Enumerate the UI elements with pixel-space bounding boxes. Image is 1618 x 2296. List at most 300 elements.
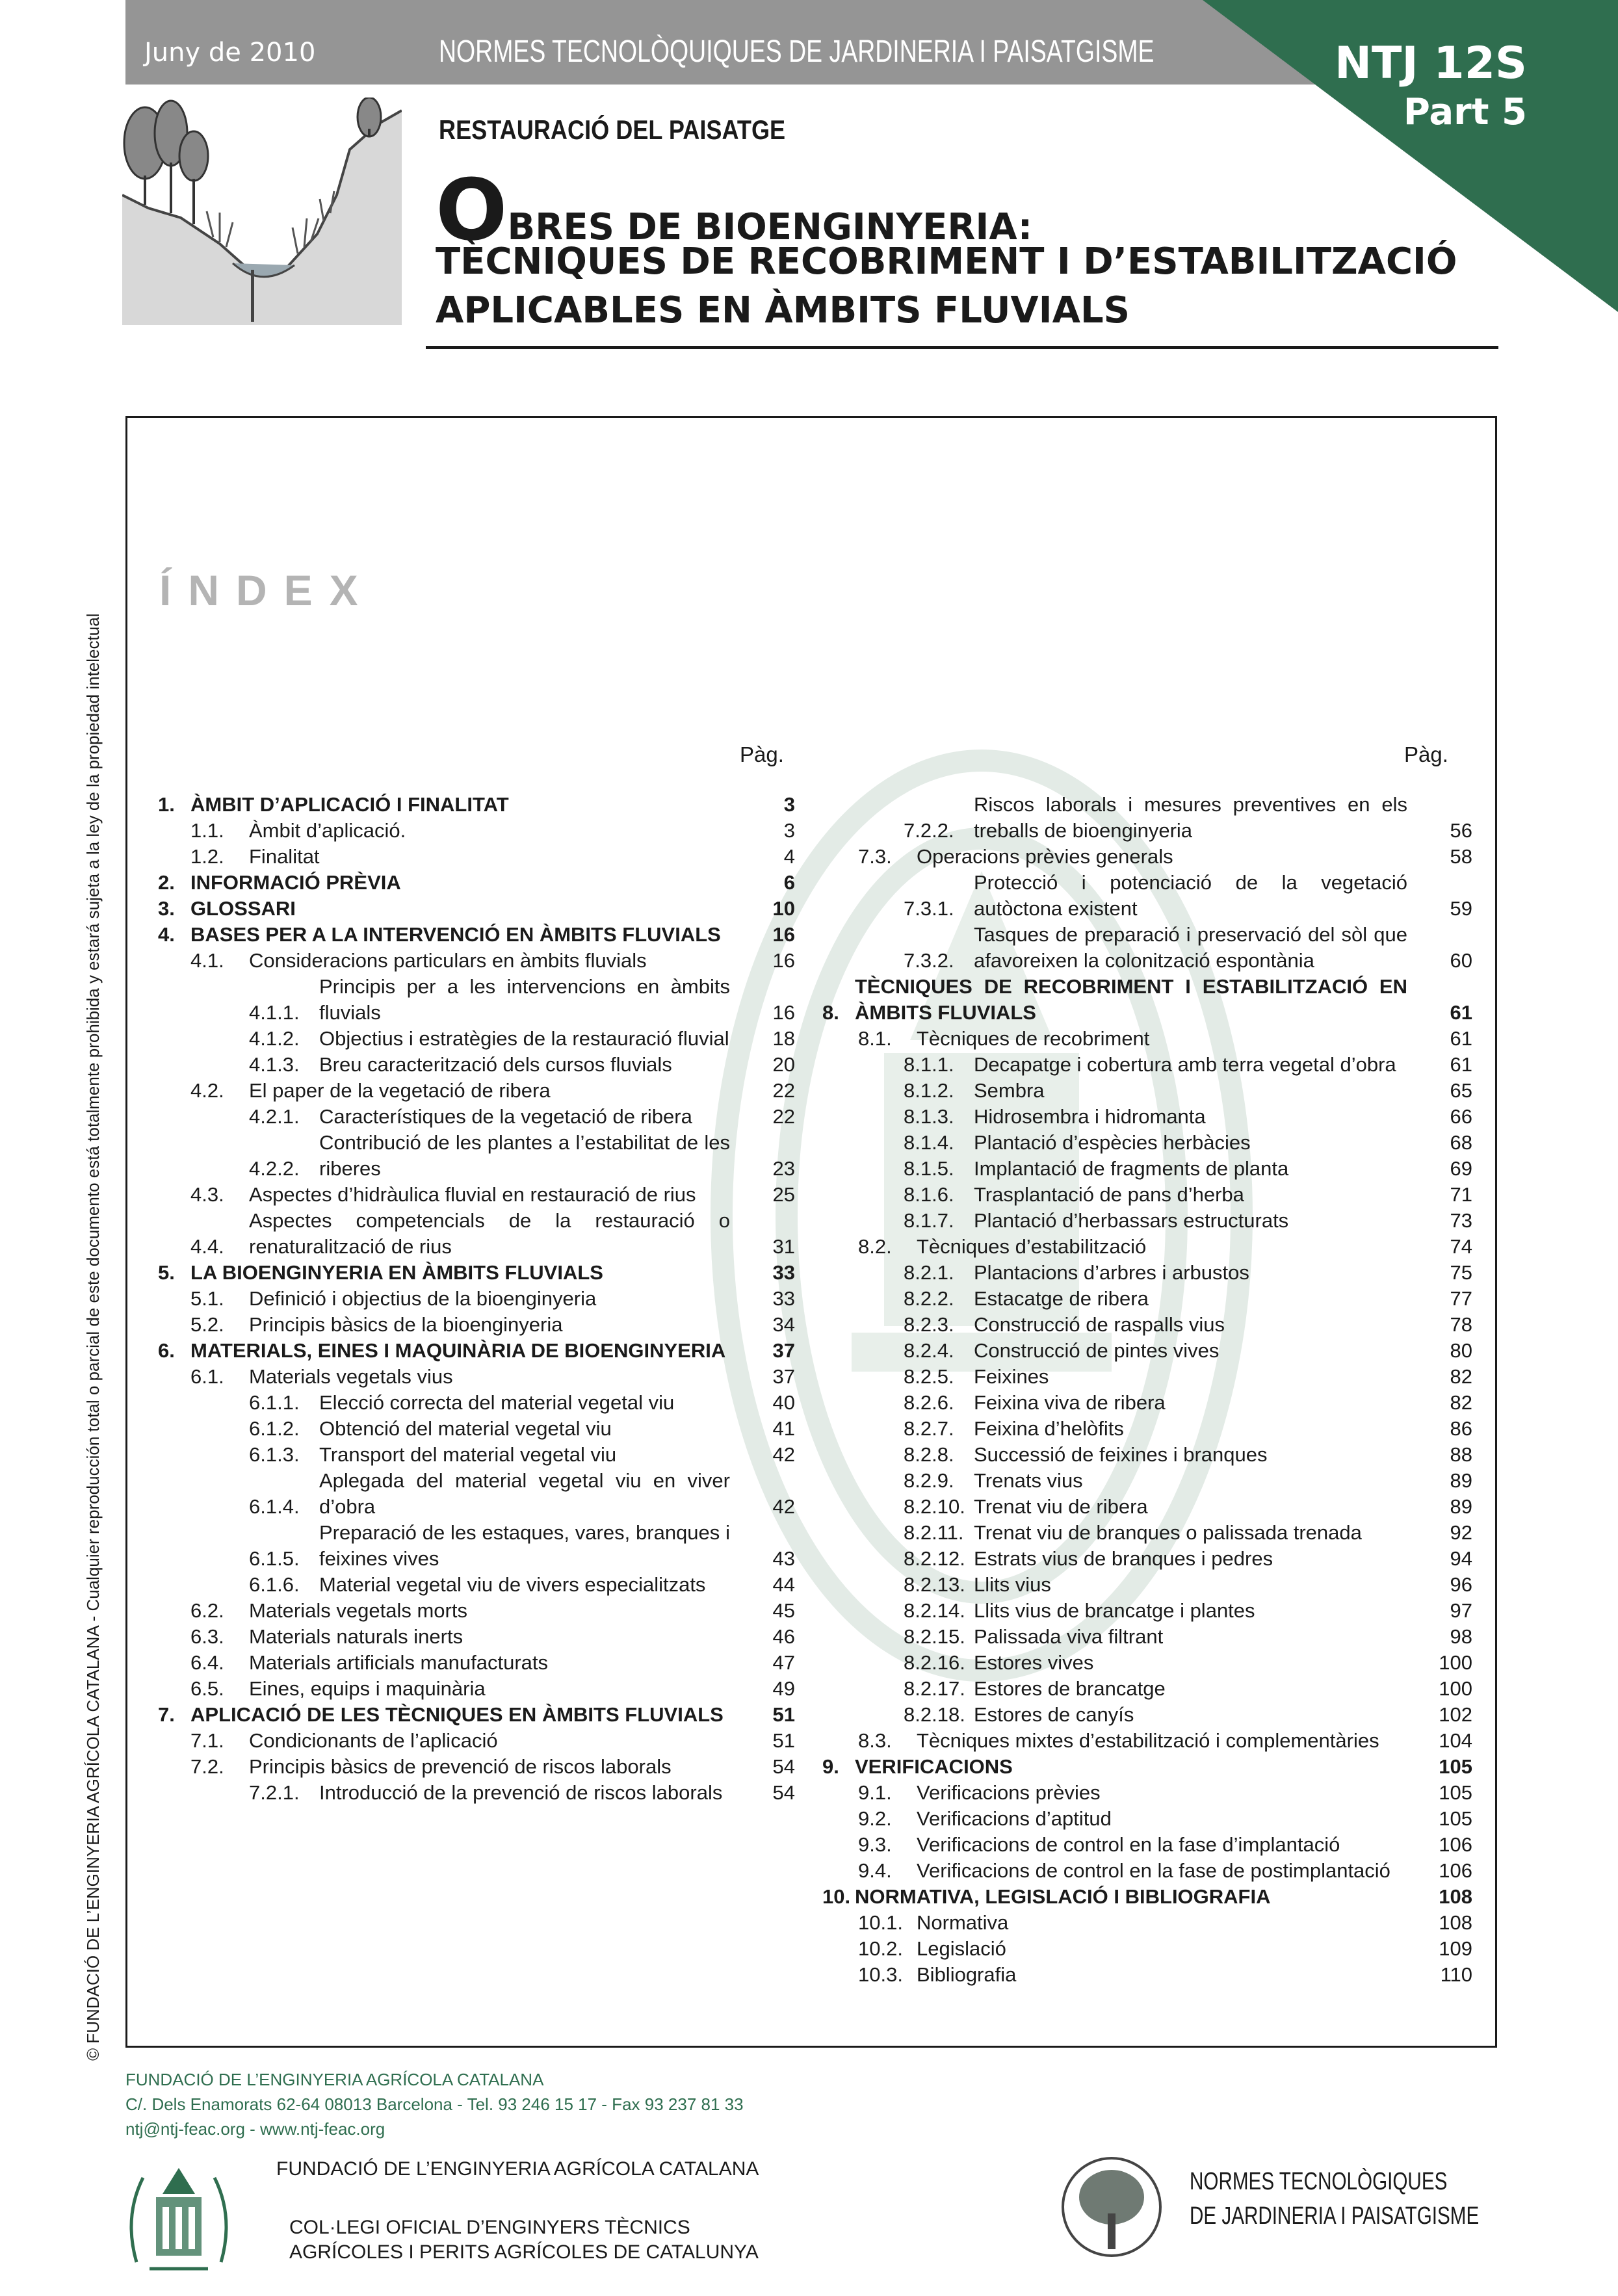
toc-entry-title: Hidrosembra i hidromanta [974,1105,1206,1128]
toc-entry-number: 8.3. [858,1729,892,1752]
toc-entry[interactable] [158,896,795,922]
toc-entry-title: Breu caracterització dels cursos fluvials [319,1053,672,1076]
toc-entry-page: 66 [1450,1105,1472,1128]
toc-entry-number: 6.5. [190,1677,224,1700]
toc-entry-number: 6.1.4. [249,1495,300,1518]
toc-entry-title: Condicionants de l’aplicació [249,1729,498,1752]
toc-entry[interactable] [158,1130,795,1182]
toc-entry-page: 10 [772,897,795,920]
toc-entry-title: Estrats vius de branques i pedres [974,1547,1273,1570]
toc-entry-number: 8. [822,1001,839,1024]
toc-entry[interactable] [822,1832,1472,1858]
toc-entry-number: 2. [158,871,175,894]
toc-entry[interactable] [158,1390,795,1416]
toc-entry-title: NORMATIVA, LEGISLACIÓ I BIBLIOGRAFIA [855,1885,1271,1908]
toc-entry[interactable] [822,1130,1472,1156]
seal-logo [124,2158,234,2275]
toc-entry-page: 51 [772,1729,795,1752]
toc-entry-title: ÀMBIT D’APLICACIÓ I FINALITAT [190,793,509,816]
toc-entry-number: 6.2. [190,1599,224,1622]
toc-entry-page: 42 [772,1495,795,1518]
toc-entry[interactable] [158,1208,795,1260]
toc-entry-title: Tècniques mixtes d’estabilització i complementàries [917,1729,1379,1752]
toc-entry-page: 100 [1439,1677,1472,1700]
toc-entry[interactable] [822,1520,1472,1546]
toc-entry-title: Tècniques de recobriment [917,1027,1150,1050]
toc-entry-number: 4.1. [190,949,224,972]
toc-entry-title: Característiques de la vegetació de ribera [319,1105,692,1128]
toc-entry-number: 7.3.2. [904,949,954,972]
toc-entry[interactable] [822,1572,1472,1598]
toc-entry[interactable] [158,818,795,844]
toc-entry-number: 7.2.1. [249,1781,300,1804]
toc-entry-page: 110 [1440,1963,1472,1986]
toc-entry-page: 40 [772,1391,795,1414]
toc-entry-page: 23 [772,1157,795,1180]
toc-entry[interactable] [822,1468,1472,1494]
toc-entry-number: 10.1. [858,1911,903,1934]
toc-entry-title: Àmbit d’aplicació. [249,819,406,842]
toc-entry-title: Plantacions d’arbres i arbustos [974,1261,1249,1284]
toc-entry[interactable] [822,1208,1472,1234]
toc-entry-page: 108 [1439,1911,1472,1934]
toc-left-column [158,792,795,1806]
toc-entry-number: 8.1.6. [904,1183,954,1206]
copyright-note: © FUNDACIÓ DE L’ENGINYERIA AGRÍCOLA CATALANA - Cualquier reproducción total o parcial de este documento está totalmente prohibida y estará sujeta a la ley de la propiedad intelectual [83,613,103,2061]
toc-entry[interactable] [822,1780,1472,1806]
toc-entry-number: 7. [158,1703,175,1726]
toc-entry-number: 1. [158,793,175,816]
toc-entry-number: 4.1.2. [249,1027,300,1050]
toc-entry-page: 88 [1450,1443,1472,1466]
toc-entry-page: 44 [772,1573,795,1596]
toc-entry-page: 106 [1439,1859,1472,1882]
toc-entry-title: Verificacions de control en la fase de postimplantació [917,1859,1390,1882]
publication-date: Juny de 2010 [144,38,316,68]
toc-entry-number: 9.2. [858,1807,892,1830]
toc-entry-title: Materials naturals inerts [249,1625,463,1648]
toc-entry-page: 31 [772,1235,795,1258]
toc-entry-title: Aspectes d’hidràulica fluvial en restauració de rius [249,1183,696,1206]
toc-entry-page: 3 [783,819,795,842]
toc-entry-page: 46 [772,1625,795,1648]
toc-entry-number: 8.2.5. [904,1365,954,1388]
toc-entry[interactable] [158,844,795,870]
toc-entry[interactable] [158,1702,795,1728]
toc-entry-number: 1.1. [190,819,224,842]
toc-entry-title: Decapatge i cobertura amb terra vegetal d’obra [974,1053,1396,1076]
toc-entry-page: 65 [1450,1079,1472,1102]
toc-entry-number: 6.1.1. [249,1391,300,1414]
toc-entry-number: 4.4. [190,1235,224,1258]
toc-entry[interactable] [822,1598,1472,1624]
toc-entry-title: Trasplantació de pans d’herba [974,1183,1244,1206]
toc-entry[interactable] [158,1312,795,1338]
toc-entry-title: Tècniques d’estabilització [917,1235,1147,1258]
toc-entry[interactable] [822,1910,1472,1936]
toc-entry-page: 74 [1450,1235,1472,1258]
toc-entry-number: 7.2. [190,1755,224,1778]
toc-entry-title: Obtenció del material vegetal viu [319,1417,612,1440]
toc-entry-title: Principis bàsics de la bioenginyeria [249,1313,563,1336]
toc-entry-page: 49 [772,1677,795,1700]
toc-entry[interactable] [158,948,795,974]
toc-entry[interactable] [822,1442,1472,1468]
toc-entry[interactable] [822,1390,1472,1416]
toc-entry-page: 68 [1450,1131,1472,1154]
title-line-2: TÈCNIQUES DE RECOBRIMENT I D’ESTABILITZACIÓ [436,241,1457,283]
toc-entry-page: 89 [1450,1495,1472,1518]
toc-entry-number: 5. [158,1261,175,1284]
toc-entry-page: 109 [1439,1937,1472,1960]
toc-entry-title: Eines, equips i maquinària [249,1677,486,1700]
toc-entry-number: 8.2.17. [904,1677,965,1700]
toc-entry-title: Successió de feixines i branques [974,1443,1268,1466]
toc-entry[interactable] [822,1624,1472,1650]
title-initial: O [436,161,508,259]
toc-entry-page: 108 [1439,1885,1472,1908]
toc-entry-page: 34 [772,1313,795,1336]
toc-entry-title: Feixina d’helòfits [974,1417,1124,1440]
toc-entry-title: Trenats vius [974,1469,1083,1492]
toc-entry-title: APLICACIÓ DE LES TÈCNIQUES EN ÀMBITS FLUVIALS [190,1703,724,1726]
toc-entry[interactable] [822,1416,1472,1442]
toc-entry-title: Transport del material vegetal viu [319,1443,617,1466]
document-part: Part 5 [1403,91,1527,133]
toc-entry[interactable] [158,922,795,948]
toc-entry-title: MATERIALS, EINES I MAQUINÀRIA DE BIOENGINYERIA [190,1339,726,1362]
footer-college-line-2: AGRÍCOLES I PERITS AGRÍCOLES DE CATALUNYA [289,2241,759,2263]
series-title: NORMES TECNOLÒQUIQUES DE JARDINERIA I PAISATGISME [439,34,1155,69]
toc-entry-page: 22 [772,1079,795,1102]
toc-entry-number: 7.1. [190,1729,224,1752]
landscape-illustration [122,98,402,345]
toc-entry-page: 82 [1450,1365,1472,1388]
toc-entry-title: TÈCNIQUES DE RECOBRIMENT I ESTABILITZACIÓ EN ÀMBITS FLUVIALS [855,975,1407,1024]
toc-entry-number: 8.1.4. [904,1131,954,1154]
toc-entry[interactable] [158,1182,795,1208]
toc-entry[interactable] [158,1364,795,1390]
toc-entry-page: 100 [1439,1651,1472,1674]
toc-entry[interactable] [158,1078,795,1104]
toc-entry[interactable] [158,1598,795,1624]
toc-entry[interactable] [158,1624,795,1650]
toc-entry-number: 8.1. [858,1027,892,1050]
toc-entry-page: 106 [1439,1833,1472,1856]
toc-entry-number: 4.2.2. [249,1157,300,1180]
toc-entry-number: 5.2. [190,1313,224,1336]
title-divider [426,346,1498,349]
toc-entry-title: Feixines [974,1365,1049,1388]
toc-entry-number: 1.2. [190,845,224,868]
toc-entry-number: 8.2.10. [904,1495,965,1518]
toc-entry-number: 7.2.2. [904,819,954,842]
toc-entry-page: 105 [1439,1755,1472,1778]
toc-entry-title: Tasques de preparació i preservació del sòl que afavoreixen la colonització espontània [974,923,1407,972]
index-title: ÍNDEX [159,566,375,614]
toc-entry[interactable] [822,1286,1472,1312]
toc-entry[interactable] [158,1052,795,1078]
toc-entry-number: 8.2.3. [904,1313,954,1336]
toc-entry-title: Implantació de fragments de planta [974,1157,1289,1180]
footer-ntj-line-1: NORMES TECNOLÒGIQUES [1190,2168,1448,2195]
toc-entry-title: Legislació [917,1937,1006,1960]
toc-entry-number: 6.4. [190,1651,224,1674]
toc-entry-title: Materials artificials manufacturats [249,1651,548,1674]
toc-entry-title: Trenat viu de ribera [974,1495,1148,1518]
title-line-1 [436,161,1033,259]
toc-entry[interactable] [158,1104,795,1130]
toc-entry-number: 4.3. [190,1183,224,1206]
toc-entry-number: 6.1. [190,1365,224,1388]
toc-entry-number: 6.3. [190,1625,224,1648]
toc-entry-title: Verificacions d’aptitud [917,1807,1112,1830]
toc-entry[interactable] [822,1052,1472,1078]
toc-entry-title: Objectius i estratègies de la restauració fluvial [319,1027,729,1050]
toc-entry-page: 97 [1450,1599,1472,1622]
toc-entry[interactable] [822,1962,1472,1988]
toc-entry[interactable] [158,1260,795,1286]
toc-entry-page: 20 [772,1053,795,1076]
toc-entry[interactable] [158,1754,795,1780]
toc-entry[interactable] [822,922,1472,974]
toc-entry-page: 45 [772,1599,795,1622]
footer-contact-block [125,2067,744,2141]
toc-entry[interactable] [822,1702,1472,1728]
toc-entry-page: 47 [772,1651,795,1674]
toc-entry-page: 33 [772,1261,795,1284]
toc-entry-title: Estores vives [974,1651,1094,1674]
toc-entry-number: 4.2. [190,1079,224,1102]
toc-entry-page: 16 [772,923,795,946]
page-column-label-right: Pàg. [1404,742,1448,766]
toc-entry-number: 10. [822,1885,851,1908]
toc-entry-page: 104 [1439,1729,1472,1752]
toc-entry-number: 9. [822,1755,839,1778]
toc-entry[interactable] [822,870,1472,922]
toc-entry-title: Principis bàsics de prevenció de riscos laborals [249,1755,672,1778]
toc-entry-title: Principis per a les intervencions en àmbits fluvials [319,975,730,1024]
toc-entry-page: 71 [1450,1183,1472,1206]
toc-entry[interactable] [158,1520,795,1572]
toc-entry-number: 8.2.15. [904,1625,965,1648]
toc-entry-title: Preparació de les estaques, vares, branques i feixines vives [319,1521,730,1570]
toc-entry-number: 8.2.16. [904,1651,965,1674]
toc-entry-number: 8.2.13. [904,1573,965,1596]
toc-entry-title: Materials vegetals vius [249,1365,453,1388]
toc-entry-number: 8.2.8. [904,1443,954,1466]
toc-entry[interactable] [822,1156,1472,1182]
title-line-3: APLICABLES EN ÀMBITS FLUVIALS [436,289,1130,332]
toc-entry[interactable] [822,1884,1472,1910]
toc-entry-page: 77 [1450,1287,1472,1310]
toc-entry-page: 22 [772,1105,795,1128]
toc-entry-number: 8.2.1. [904,1261,954,1284]
toc-entry-title: Aplegada del material vegetal viu en viver d’obra [319,1469,730,1518]
toc-entry-page: 37 [772,1365,795,1388]
toc-entry-number: 10.3. [858,1963,903,1986]
toc-entry-page: 102 [1439,1703,1472,1726]
toc-entry-number: 7.3.1. [904,897,954,920]
toc-entry[interactable] [822,1936,1472,1962]
toc-entry-page: 42 [772,1443,795,1466]
toc-entry-page: 98 [1450,1625,1472,1648]
toc-entry[interactable] [822,1234,1472,1260]
toc-entry-page: 43 [772,1547,795,1570]
toc-entry-page: 3 [783,793,795,816]
toc-entry-number: 6.1.6. [249,1573,300,1596]
footer-foundation: FUNDACIÓ DE L’ENGINYERIA AGRÍCOLA CATALANA [276,2158,759,2180]
toc-entry[interactable] [822,1364,1472,1390]
toc-entry-title: Plantació d’herbassars estructurats [974,1209,1289,1232]
toc-entry-title: El paper de la vegetació de ribera [249,1079,551,1102]
toc-entry-page: 58 [1450,845,1472,868]
toc-entry[interactable] [158,870,795,896]
toc-entry-title: Sembra [974,1079,1045,1102]
toc-entry-number: 8.1.1. [904,1053,954,1076]
toc-entry-page: 75 [1450,1261,1472,1284]
toc-entry[interactable] [158,1338,795,1364]
footer-college-line-1: COL·LEGI OFICIAL D’ENGINYERS TÈCNICS [289,2217,690,2238]
toc-entry-page: 54 [772,1755,795,1778]
toc-entry-page: 82 [1450,1391,1472,1414]
toc-entry-number: 8.2.7. [904,1417,954,1440]
toc-entry-page: 69 [1450,1157,1472,1180]
toc-entry[interactable] [158,1572,795,1598]
toc-entry-page: 4 [783,845,795,868]
toc-entry-title: Estores de brancatge [974,1677,1166,1700]
toc-entry-number: 7.3. [858,845,892,868]
toc-entry-page: 61 [1450,1053,1472,1076]
toc-entry-number: 4.1.3. [249,1053,300,1076]
toc-entry[interactable] [822,1338,1472,1364]
toc-entry[interactable] [158,974,795,1026]
tree-logo [1060,2152,1164,2262]
toc-entry-title: Introducció de la prevenció de riscos laborals [319,1781,723,1804]
toc-entry-title: INFORMACIÓ PRÈVIA [190,871,401,894]
toc-entry-page: 61 [1450,1001,1472,1024]
toc-entry[interactable] [822,1260,1472,1286]
toc-entry[interactable] [822,1754,1472,1780]
toc-entry-title: VERIFICACIONS [855,1755,1013,1778]
toc-entry-page: 18 [772,1027,795,1050]
toc-entry-title: Verificacions prèvies [917,1781,1101,1804]
toc-entry-page: 94 [1450,1547,1472,1570]
toc-entry-number: 9.4. [858,1859,892,1882]
toc-entry-number: 6.1.5. [249,1547,300,1570]
toc-entry[interactable] [822,1806,1472,1832]
toc-entry[interactable] [822,844,1472,870]
footer-org-name: FUNDACIÓ DE L’ENGINYERIA AGRÍCOLA CATALANA [125,2070,544,2089]
toc-entry[interactable] [158,1286,795,1312]
toc-entry-page: 96 [1450,1573,1472,1596]
toc-entry[interactable] [158,1026,795,1052]
toc-entry-number: 8.2.9. [904,1469,954,1492]
toc-entry[interactable] [158,1728,795,1754]
footer-web[interactable]: ntj@ntj-feac.org - www.ntj-feac.org [125,2119,385,2139]
toc-entry-title: Estacatge de ribera [974,1287,1149,1310]
toc-entry-title: Operacions prèvies generals [917,845,1173,868]
toc-entry[interactable] [158,1468,795,1520]
toc-entry[interactable] [822,1312,1472,1338]
toc-entry-number: 8.1.2. [904,1079,954,1102]
toc-entry[interactable] [158,1780,795,1806]
toc-entry-number: 3. [158,897,175,920]
toc-entry-page: 86 [1450,1417,1472,1440]
toc-entry[interactable] [158,792,795,818]
toc-entry-number: 8.1.5. [904,1157,954,1180]
toc-entry-title: Bibliografia [917,1963,1017,1986]
toc-entry[interactable] [158,1676,795,1702]
toc-entry[interactable] [822,974,1472,1026]
page-column-label-left: Pàg. [740,742,784,766]
toc-entry-title: Verificacions de control en la fase d’implantació [917,1833,1340,1856]
toc-entry[interactable] [822,1650,1472,1676]
toc-entry-page: 25 [772,1183,795,1206]
toc-entry-page: 92 [1450,1521,1472,1544]
toc-entry[interactable] [158,1442,795,1468]
toc-entry-title: Feixina viva de ribera [974,1391,1166,1414]
toc-entry[interactable] [822,1078,1472,1104]
toc-entry[interactable] [822,1546,1472,1572]
toc-entry-number: 8.2.4. [904,1339,954,1362]
toc-entry[interactable] [822,1858,1472,1884]
document-code: NTJ 12S [1335,38,1527,89]
toc-entry-number: 8.2.11. [904,1521,964,1544]
toc-entry-page: 80 [1450,1339,1472,1362]
toc-entry-title: Elecció correcta del material vegetal viu [319,1391,675,1414]
toc-entry-title: Trenat viu de branques o palissada trenada [974,1521,1362,1544]
toc-entry-number: 5.1. [190,1287,224,1310]
toc-entry-title: Construcció de pintes vives [974,1339,1220,1362]
toc-entry-page: 6 [783,871,795,894]
toc-entry-title: Definició i objectius de la bioenginyeria [249,1287,597,1310]
toc-entry-number: 8.1.3. [904,1105,954,1128]
toc-entry-title: Construcció de raspalls vius [974,1313,1225,1336]
toc-entry-number: 4. [158,923,175,946]
toc-entry-number: 8.2.2. [904,1287,954,1310]
toc-entry[interactable] [822,792,1472,844]
toc-entry[interactable] [822,1676,1472,1702]
toc-entry-title: Llits vius de brancatge i plantes [974,1599,1255,1622]
toc-entry[interactable] [158,1650,795,1676]
toc-entry-page: 41 [772,1417,795,1440]
toc-entry-title: Palissada viva filtrant [974,1625,1164,1648]
toc-entry-page: 73 [1450,1209,1472,1232]
toc-entry[interactable] [158,1416,795,1442]
toc-entry-number: 6.1.3. [249,1443,300,1466]
toc-entry-page: 105 [1439,1781,1472,1804]
toc-entry[interactable] [822,1494,1472,1520]
toc-entry[interactable] [822,1104,1472,1130]
toc-entry-title: Contribució de les plantes a l’estabilitat de les riberes [319,1131,730,1180]
toc-entry-title: GLOSSARI [190,897,296,920]
toc-entry-page: 89 [1450,1469,1472,1492]
toc-entry-number: 8.2.18. [904,1703,965,1726]
toc-entry-page: 60 [1450,949,1472,972]
toc-entry-title: Aspectes competencials de la restauració o renaturalització de rius [249,1209,730,1258]
toc-entry-title: Consideracions particulars en àmbits fluvials [249,949,647,972]
toc-entry-title: BASES PER A LA INTERVENCIÓ EN ÀMBITS FLUVIALS [190,923,721,946]
toc-entry-title: Estores de canyís [974,1703,1134,1726]
footer-address: C/. Dels Enamorats 62-64 08013 Barcelona - Tel. 93 246 15 17 - Fax 93 237 81 33 [125,2094,744,2114]
toc-entry[interactable] [822,1182,1472,1208]
toc-entry-number: 4.2.1. [249,1105,300,1128]
toc-entry-number: 6.1.2. [249,1417,300,1440]
toc-entry[interactable] [822,1026,1472,1052]
toc-entry[interactable] [822,1728,1472,1754]
toc-entry-number: 9.3. [858,1833,892,1856]
